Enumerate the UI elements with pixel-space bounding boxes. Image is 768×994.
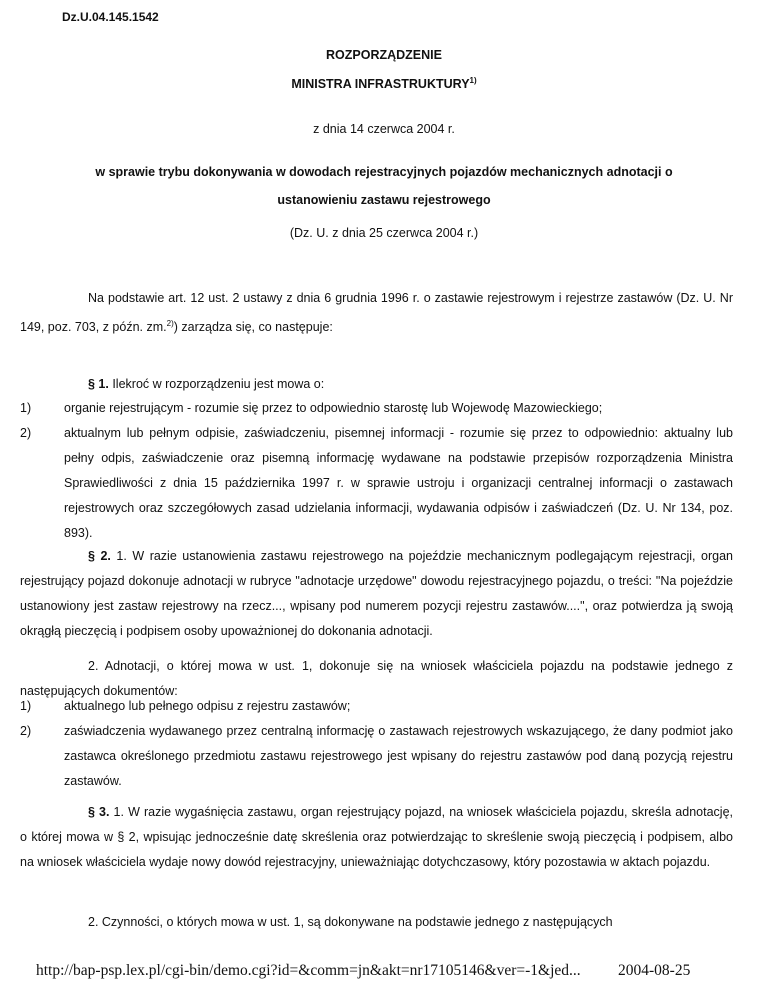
footnote-ref-2: 2): [166, 319, 174, 328]
section-1-intro: [20, 372, 733, 397]
list-item-number: 1): [20, 699, 32, 713]
list-item-text: organie rejestrującym - rozumie się przez to odpowiednio starostę lub Wojewodę Mazowieckiego;: [64, 401, 603, 415]
section-3-para-1-text: 1. W razie wygaśnięcia zastawu, organ rejestrujący pojazd, na wniosek właściciela pojazdu, skreśla adnotację, o której mowa w § 2, wpisując jednocześnie datę skreślenia oraz potwierdzając to skreślenie swoją pieczęcią i podpisem, albo na wniosek właściciela wydaje nowy dowód rejestracyjny, unieważniając dotychczasowy, który pozostawia w aktach pojazdu.: [20, 805, 733, 869]
list-item-number: 2): [20, 724, 32, 738]
list-item: [20, 421, 733, 546]
section-2-mark: § 2.: [88, 549, 111, 563]
section-2-list: [20, 694, 733, 794]
section-2-para-2: 2. Adnotacji, o której mowa w ust. 1, dokonuje się na wniosek właściciela pojazdu na podstawie jednego z następujących dokumentów:: [20, 659, 733, 698]
section-3-mark: § 3.: [88, 805, 110, 819]
list-item: [20, 396, 733, 421]
legal-basis-text-a: Na podstawie art. 12 ust. 2 ustawy z dnia 6 grudnia 1996 r. o zastawie rejestrowym i rejestrze zastawów (Dz. U. Nr 149, poz. 703, z późn. zm.: [20, 291, 733, 335]
section-1-list: [20, 396, 733, 546]
list-item-text: aktualnego lub pełnego odpisu z rejestru zastawów;: [64, 699, 351, 713]
publication-ref: (Dz. U. z dnia 25 czerwca 2004 r.): [289, 226, 479, 240]
section-2-para-1-text: 1. W razie ustanowienia zastawu rejestrowego na pojeździe mechanicznym podlegającym rejestracji, organ rejestrujący pojazd dokonuje adnotacji w rubryce "adnotacje urzędowe" dowodu rejestracyjnego pojazdu, o treści: "Na pojeździe ustanowiony jest zastaw rejestrowy na rzecz..., wpisany pod numerem pozycji rejestru zastawów....", oraz potwierdza ją swoją okrągłą pieczęcią i podpisem osoby upoważnionej do dokonania adnotacji.: [20, 549, 733, 638]
list-item-number: 2): [20, 426, 32, 440]
section-3-para-2: 2. Czynności, o których mowa w ust. 1, są dokonywane na podstawie jednego z następujących: [88, 915, 613, 929]
document-id: Dz.U.04.145.1542: [62, 10, 159, 24]
list-item: [20, 719, 733, 794]
section-3-para-1: [20, 800, 733, 875]
doc-type-title: ROZPORZĄDZENIE: [326, 48, 442, 62]
list-item-number: 1): [20, 401, 32, 415]
list-item-text: aktualnym lub pełnym odpisie, zaświadczeniu, pisemnej informacji - rozumie się przez to odpowiednio: aktualny lub pełny odpis, zaświadczenie oraz pisemną informację wydawane na podstawie przepisów rozporządzenia Ministra Sprawiedliwości z dnia 15 października 1997 r. w sprawie ustroju i organizacji centralnej informacji o zastawach rejestrowych oraz szczegółowych zasad udzielania informacji, wydawania odpisów i zaświadczeń (Dz. U. Nr 134, poz. 893).: [64, 426, 733, 540]
section-1-text: Ilekroć w rozporządzeniu jest mowa o:: [108, 377, 325, 391]
print-date: 2004-08-25: [618, 962, 691, 979]
legal-basis-text-b: ) zarządza się, co następuje:: [173, 320, 333, 335]
list-item-text: zaświadczenia wydawanego przez centralną informację o zastawach rejestrowych wskazującego, że dany podmiot jako zastawca określonego przedmiotu zastawu rejestrowego jest wpisany do rejestru zastawów pod daną pozycją rejestru zastawów.: [64, 724, 733, 788]
doc-subject: w sprawie trybu dokonywania w dowodach rejestracyjnych pojazdów mechanicznych adnotacji o ustanowieniu zastawu rejestrowego: [95, 165, 673, 207]
source-url: http://bap-psp.lex.pl/cgi-bin/demo.cgi?id=&comm=jn&akt=nr17105146&ver=-1&jed...: [36, 962, 581, 979]
legal-basis: [20, 286, 733, 340]
footnote-ref-1: 1): [469, 76, 477, 85]
issuer-title: [0, 76, 768, 91]
section-2-para-1: [20, 544, 733, 644]
doc-date: z dnia 14 czerwca 2004 r.: [313, 122, 455, 136]
issuer-name: MINISTRA INFRASTRUKTURY: [291, 77, 470, 92]
list-item: [20, 694, 733, 719]
section-1-mark: § 1.: [88, 377, 109, 391]
